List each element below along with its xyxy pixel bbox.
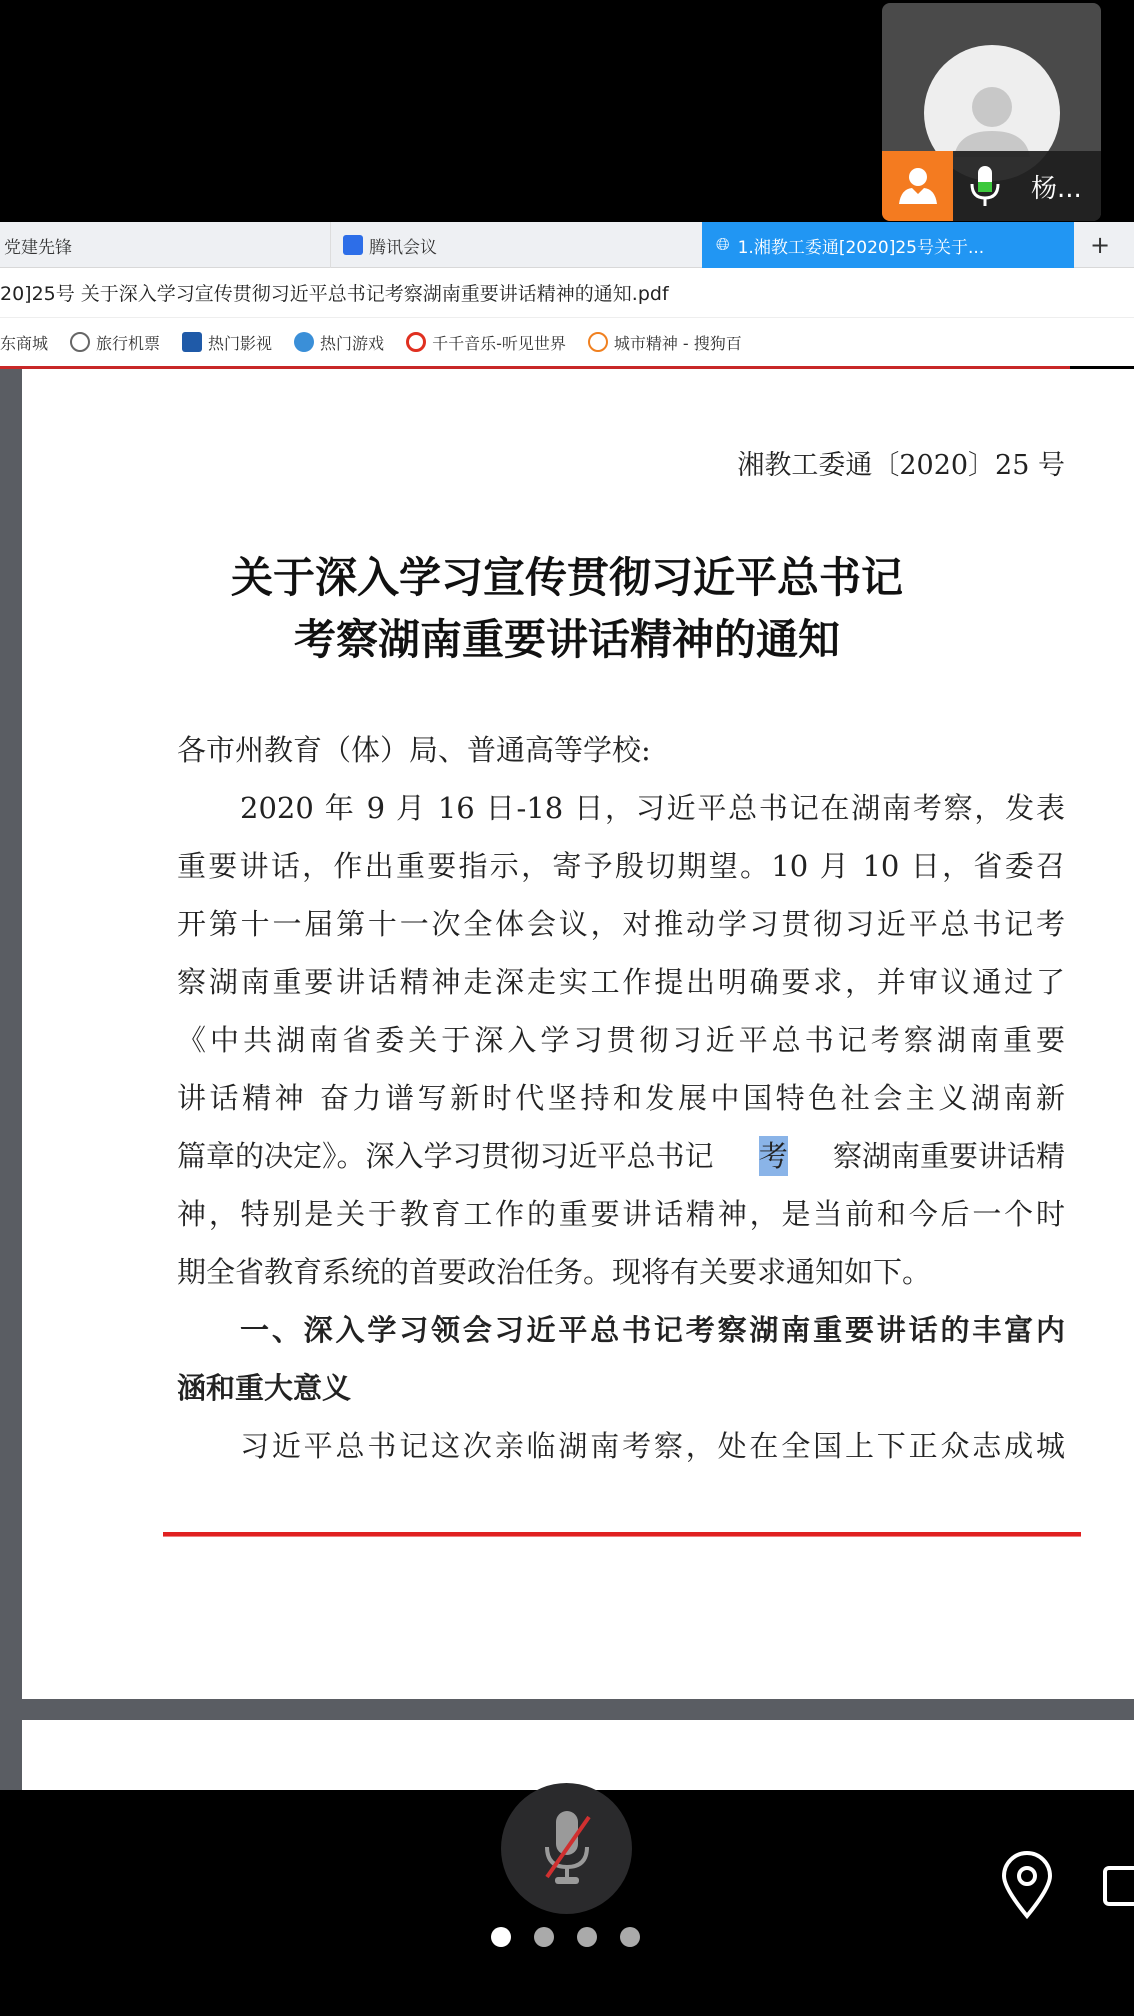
location-icon[interactable]	[1000, 1850, 1054, 1922]
tab-tencent-meeting[interactable]	[330, 222, 702, 268]
bookmark-label: 热门影视	[208, 333, 273, 353]
body-line: 开第十一届第十一次全体会议，对推动学习贯彻习近平总书记考	[177, 907, 1065, 941]
participant-name: 杨...	[1031, 173, 1082, 204]
tab-label: 1.湘教工委通[2020]25号关于...	[737, 237, 985, 258]
red-separator-line	[163, 1532, 1081, 1537]
new-tab-button[interactable]: +	[1090, 231, 1111, 259]
music-icon	[406, 332, 426, 352]
tab-label: 党建先锋	[4, 237, 72, 258]
bookmarks-bar	[0, 318, 1134, 366]
address-bar[interactable]	[0, 268, 1134, 318]
body-line: 期全省教育系统的首要政治任务。现将有关要求通知如下。	[177, 1255, 932, 1289]
bookmark-label: 东商城	[0, 333, 49, 353]
bookmark-music[interactable]	[406, 331, 566, 354]
tab-label: 腾讯会议	[369, 237, 437, 258]
tencent-meeting-icon	[343, 235, 363, 255]
text-selection[interactable]: 考	[759, 1136, 788, 1176]
body-line: 习近平总书记这次亲临湖南考察，处在全国上下正众志成城	[240, 1429, 1065, 1463]
section-heading: 一、深入学习领会习近平总书记考察湖南重要讲话的丰富内	[240, 1313, 1065, 1347]
body-line: 《中共湖南省委关于深入学习贯彻习近平总书记考察湖南重要	[177, 1023, 1065, 1057]
page-dot-active[interactable]	[491, 1927, 511, 1947]
unmute-button[interactable]	[501, 1783, 632, 1914]
globe-icon: 🌐︎	[716, 235, 730, 255]
body-line	[177, 1136, 1065, 1176]
page-dot[interactable]	[620, 1927, 640, 1947]
document-number: 湘教工委通〔2020〕25 号	[737, 450, 1065, 481]
bookmark-label: 城市精神 - 搜狗百	[613, 333, 742, 353]
browser-tab-bar	[0, 222, 1134, 268]
globe-icon	[70, 332, 90, 352]
game-icon	[294, 332, 314, 352]
tab-pdf[interactable]	[702, 222, 1074, 268]
bookmark-label: 热门游戏	[320, 333, 385, 353]
participant-info-bar	[882, 151, 1101, 221]
page-dot[interactable]	[534, 1927, 554, 1947]
body-line: 重要讲话，作出重要指示，寄予殷切期望。10 月 10 日，省委召	[177, 849, 1065, 883]
share-screen-icon[interactable]	[1102, 1852, 1134, 1918]
microphone-icon	[965, 162, 1005, 210]
bookmark-travel[interactable]	[70, 331, 160, 354]
pdf-page-next	[22, 1720, 1134, 1790]
person-icon	[896, 164, 940, 208]
bookmark-games[interactable]	[294, 331, 384, 354]
bookmark-video[interactable]	[182, 331, 272, 354]
tab-party[interactable]	[0, 222, 330, 268]
body-line: 神，特别是关于教育工作的重要讲话精神，是当前和今后一个时	[177, 1197, 1065, 1231]
body-line: 察湖南重要讲话精神走深走实工作提出明确要求，并审议通过了	[177, 965, 1065, 999]
text-span: 篇章的决定》。深入学习贯彻习近平总书记	[177, 1139, 714, 1173]
video-icon	[182, 332, 202, 352]
body-line: 讲话精神 奋力谱写新时代坚持和发展中国特色社会主义湖南新	[177, 1081, 1065, 1115]
document-title: 关于深入学习宣传贯彻习近平总书记	[230, 553, 903, 602]
microphone-muted-icon	[537, 1809, 597, 1889]
body-line: 2020 年 9 月 16 日-18 日，习近平总书记在湖南考察，发表	[240, 791, 1065, 825]
address-text: 20]25号 关于深入学习宣传贯彻习近平总书记考察湖南重要讲话精神的通知.pdf	[0, 283, 669, 305]
salutation: 各市州教育（体）局、普通高等学校:	[177, 733, 651, 767]
page-indicator	[491, 1927, 640, 1947]
bookmark-label: 旅行机票	[96, 333, 161, 353]
text-span: 察湖南重要讲话精	[832, 1139, 1065, 1173]
host-badge	[882, 151, 953, 221]
bookmark-jd[interactable]	[0, 331, 48, 354]
page-dot[interactable]	[577, 1927, 597, 1947]
sogou-icon	[588, 332, 608, 352]
section-heading: 涵和重大意义	[177, 1371, 352, 1405]
bookmark-label: 千千音乐-听见世界	[432, 333, 566, 353]
bookmark-sogou[interactable]	[588, 331, 742, 354]
document-title: 考察湖南重要讲话精神的通知	[293, 615, 840, 664]
participant-tile[interactable]	[882, 3, 1101, 221]
